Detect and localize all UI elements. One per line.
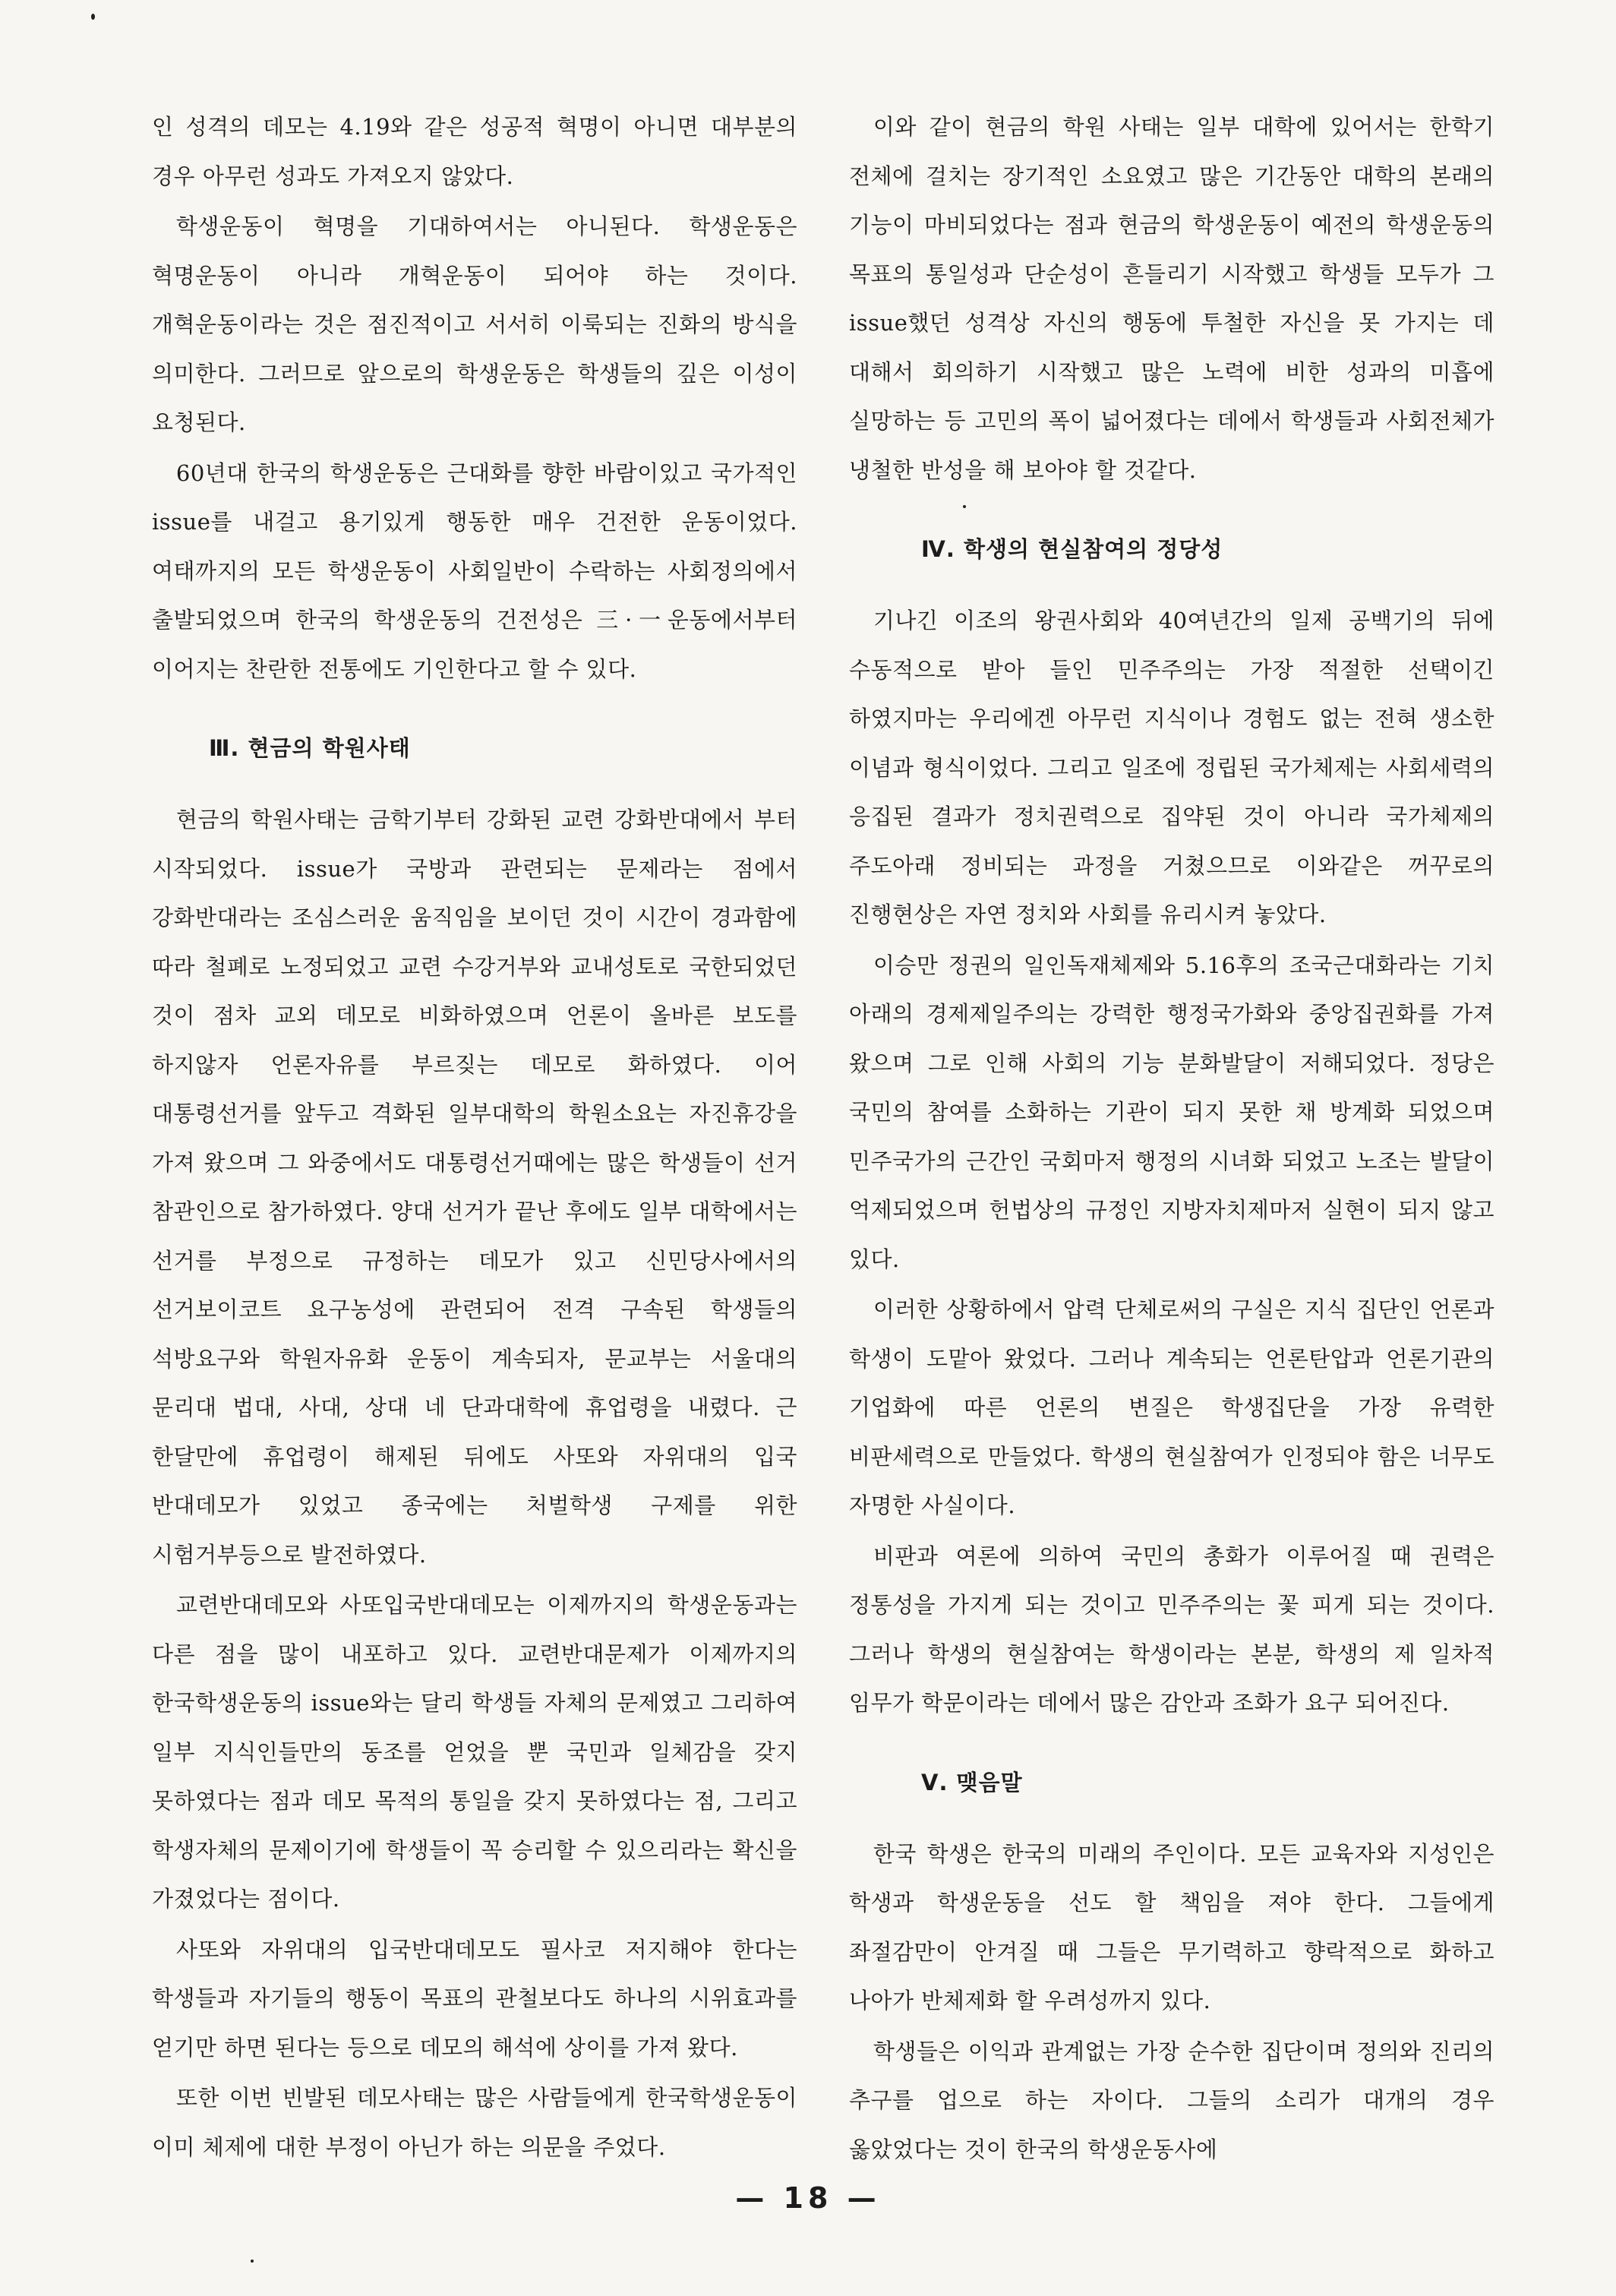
paragraph: 사또와 자위대의 입국반대데모도 필사코 저지해야 한다는 학생들과 자기들의 행동이 목표의 관철보다도 하나의 시위효과를 얻기만 하면 된다는 등으로 데모의 해석에 상이를 가져 왔다. [152, 1936, 797, 2061]
paragraph: 이러한 상황하에서 압력 단체로써의 구실은 지식 집단인 언론과 학생이 도맡아 왔었다. 그러나 계속되는 언론탄압과 언론기관의 기업화에 따른 언론의 변질은 학생집단을 가장 유력한 비판세력으로 만들었다. 학생의 현실참여가 인정되야 함은 너무도 자명한 사실이다. [849, 1296, 1494, 1518]
paragraph: 비판과 여론에 의하여 국민의 총화가 이루어질 때 권력은 정통성을 가지게 되는 것이고 민주주의는 꽃 피게 되는 것이다. 그러나 학생의 현실참여는 학생이라는 본분, 학생의 제 일차적 임무가 학문이라는 데에서 많은 감안과 조화가 요구 되어진다. [849, 1543, 1494, 1716]
right-column [849, 103, 1494, 2175]
left-column [152, 103, 797, 2173]
page-number: — 18 — [735, 2181, 881, 2215]
paragraph: 현금의 학원사태는 금학기부터 강화된 교련 강화반대에서 부터 시작되었다. issue가 국방과 관련되는 문제라는 점에서 강화반대라는 조심스러운 움직임을 보이던 것이 시간이 경과함에 따라 철폐로 노정되었고 교련 수강거부와 교내성토로 국한되었던 것이 점차 교외 데모로 비화하였으며 언론이 올바른 보도를 하지않자 언론자유를 부르짖는 데모로 화하였다. 이어 대통령선거를 앞두고 격화된 일부대학의 학원소요는 자진휴강을 가져 왔으며 그 와중에서도 대통령선거때에는 많은 학생들이 선거 참관인으로 참가하였다. 양대 선거가 끝난 후에도 일부 대학에서는 선거를 부정으로 규정하는 데모가 있고 신민당사에서의 선거보이코트 요구농성에 관련되어 전격 구속된 학생들의 석방요구와 학원자유화 운동이 계속되자, 문교부는 서울대의 문리대 법대, 사대, 상대 네 단과대학에 휴업령을 내렸다. 근 한달만에 휴업령이 해제된 뒤에도 사또와 자위대의 입국 반대데모가 있었고 종국에는 처벌학생 구제를 위한 시험거부등으로 발전하였다. [152, 807, 797, 1568]
paragraph: 또한 이번 빈발된 데모사태는 많은 사람들에게 한국학생운동이 이미 체제에 대한 부정이 아닌가 하는 의문을 주었다. [152, 2085, 797, 2160]
paragraph: 이승만 정권의 일인독재체제와 5.16후의 조국근대화라는 기치 아래의 경제제일주의는 강력한 행정국가화와 중앙집권화를 가져 왔으며 그로 인해 사회의 기능 분화발달이 저해되었다. 정당은 국민의 참여를 소화하는 기관이 되지 못한 채 방계화 되었으며 민주국가의 근간인 국회마저 행정의 시녀화 되었고 노조는 발달이 억제되었으며 헌법상의 규정인 지방자치제마저 실현이 되지 않고 있다. [849, 952, 1494, 1272]
paragraph: 학생들은 이익과 관계없는 가장 순수한 집단이며 정의와 진리의 추구를 업으로 하는 자이다. 그들의 소리가 대개의 경우 옳았었다는 것이 한국의 학생운동사에 [849, 2038, 1494, 2162]
paragraph: 인 성격의 데모는 4.19와 같은 성공적 혁명이 아니면 대부분의 경우 아무런 성과도 가져오지 않았다. [152, 114, 797, 189]
scan-speck [963, 505, 966, 508]
section-heading-4: Ⅳ. 학생의 현실참여의 정당성 [921, 536, 1223, 562]
paragraph: 이와 같이 현금의 학원 사태는 일부 대학에 있어서는 한학기 전체에 걸치는 장기적인 소요였고 많은 기간동안 대학의 본래의 기능이 마비되었다는 점과 현금의 학생운동이 예전의 학생운동의 목표의 통일성과 단순성이 흔들리기 시작했고 학생들 모두가 그 issue했던 성격상 자신의 행동에 투철한 자신을 못 가지는 데 대해서 회의하기 시작했고 많은 노력에 비한 성과의 미흡에 실망하는 등 고민의 폭이 넓어졌다는 데에서 학생들과 사회전체가 냉철한 반성을 해 보아야 할 것같다. [849, 114, 1494, 483]
paragraph: 한국 학생은 한국의 미래의 주인이다. 모든 교육자와 지성인은 학생과 학생운동을 선도 할 책임을 져야 한다. 그들에게 좌절감만이 안겨질 때 그들은 무기력하고 향락적으로 화하고 나아가 반체제화 할 우려성까지 있다. [849, 1840, 1494, 2013]
section-heading-3: Ⅲ. 현금의 학원사태 [209, 735, 411, 761]
paragraph: 학생운동이 혁명을 기대하여서는 아니된다. 학생운동은 혁명운동이 아니라 개혁운동이 되어야 하는 것이다. 개혁운동이라는 것은 점진적이고 서서히 이룩되는 진화의 방식을 의미한다. 그러므로 앞으로의 학생운동은 학생들의 깊은 이성이 요청된다. [152, 213, 797, 435]
paragraph: 교련반대데모와 사또입국반대데모는 이제까지의 학생운동과는 다른 점을 많이 내포하고 있다. 교련반대문제가 이제까지의 한국학생운동의 issue와는 달리 학생들 자체의 문제였고 그리하여 일부 지식인들만의 동조를 얻었을 뿐 국민과 일체감을 갖지 못하였다는 점과 데모 목적의 통일을 갖지 못하였다는 점, 그리고 학생자체의 문제이기에 학생들이 꼭 승리할 수 있으리라는 확신을 가졌었다는 점이다. [152, 1592, 797, 1912]
paragraph: 60년대 한국의 학생운동은 근대화를 향한 바람이있고 국가적인 issue를 내걸고 용기있게 행동한 매우 건전한 운동이었다. 여태까지의 모든 학생운동이 사회일반이 수락하는 사회정의에서 출발되었으며 한국의 학생운동의 건전성은 三·一운동에서부터 이어지는 찬란한 전통에도 기인한다고 할 수 있다. [152, 460, 797, 682]
section-heading-5: Ⅴ. 맺음말 [921, 1769, 1023, 1795]
paragraph: 기나긴 이조의 왕권사회와 40여년간의 일제 공백기의 뒤에 수동적으로 받아 들인 민주주의는 가장 적절한 선택이긴 하였지마는 우리에겐 아무런 지식이나 경험도 없는 전혀 생소한 이념과 형식이었다. 그리고 일조에 정립된 국가체제는 사회세력의 응집된 결과가 정치권력으로 집약된 것이 아니라 국가체제의 주도아래 정비되는 과정을 거쳤으므로 이와같은 꺼꾸로의 진행현상은 자연 정치와 사회를 유리시켜 놓았다. [849, 608, 1494, 927]
scan-speck [251, 2260, 254, 2263]
scan-speck [91, 14, 95, 20]
